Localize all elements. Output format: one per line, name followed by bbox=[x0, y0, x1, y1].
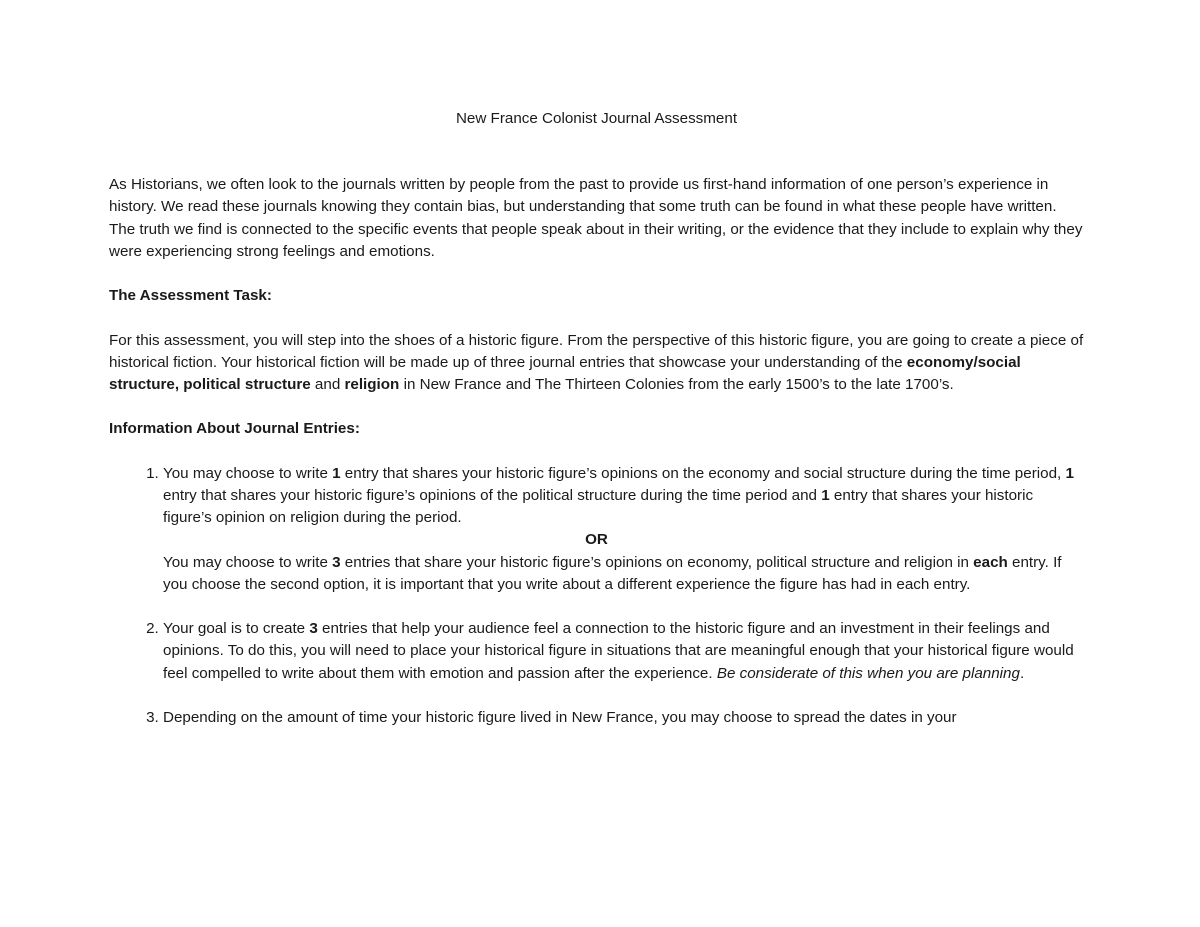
list-item: 3. Depending on the amount of time your historic figure lived in New France, you may choose to spread the dates in your bbox=[163, 707, 1084, 729]
italic-note: Be considerate of this when you are planning bbox=[716, 664, 1020, 682]
list-item: 2. Your goal is to create 3 entries that help your audience feel a connection to the historic figure and an investment in their feelings and opinions. To do this, you will need to place your historical figure in situations that are meaningful enough that your historical figure would feel compelled to write about them with emotion and passion after the experience. Be considerate of this when you are planning. bbox=[163, 618, 1084, 685]
document-body bbox=[109, 108, 1084, 751]
option-one-text: 1. You may choose to write 1 entry that shares your historic figure’s opinions on the economy and social structure during the time period, 1 entry that shares your historic figure’s opinions of the political structure during the time period and 1 entry that shares your historic figure’s opinion on religion during the period. bbox=[163, 464, 1074, 527]
list-item bbox=[163, 463, 1084, 596]
intro-paragraph: As Historians, we often look to the journals written by people from the past to provide us first-hand information of one person’s experience in history. We read these journals knowing they contain bias, but understanding that some truth can be found in what these people have written. The truth we find is connected to the specific events that people speak about in their writing, or the evidence that they include to explain why they were experiencing strong feelings and emotions. bbox=[109, 176, 1083, 260]
assessment-task-paragraph: For this assessment, you will step into the shoes of a historic figure. From the perspective of this historic figure, you are going to create a piece of historical fiction. Your historical fiction will be made up of three journal entries that showcase your understanding of the economy/social structure, political structure and religion in New France and The Thirteen Colonies from the early 1500’s to the late 1700’s. bbox=[109, 331, 1084, 393]
assessment-task-heading: The Assessment Task: bbox=[109, 287, 272, 305]
document-title: New France Colonist Journal Assessment bbox=[455, 110, 738, 127]
emphasis-religion: religion bbox=[344, 376, 400, 393]
emphasis-economy-political: economy/social structure, political structure bbox=[109, 353, 1021, 393]
journal-info-heading: Information About Journal Entries: bbox=[109, 420, 360, 438]
journal-info-list bbox=[109, 463, 1084, 729]
or-divider: OR bbox=[585, 531, 608, 549]
option-two-text: You may choose to write 3 entries that share your historic figure’s opinions on economy, political structure and religion in each entry. If you choose the second option, it is important that you write about a different experience the figure has had in each entry. bbox=[163, 553, 1062, 593]
